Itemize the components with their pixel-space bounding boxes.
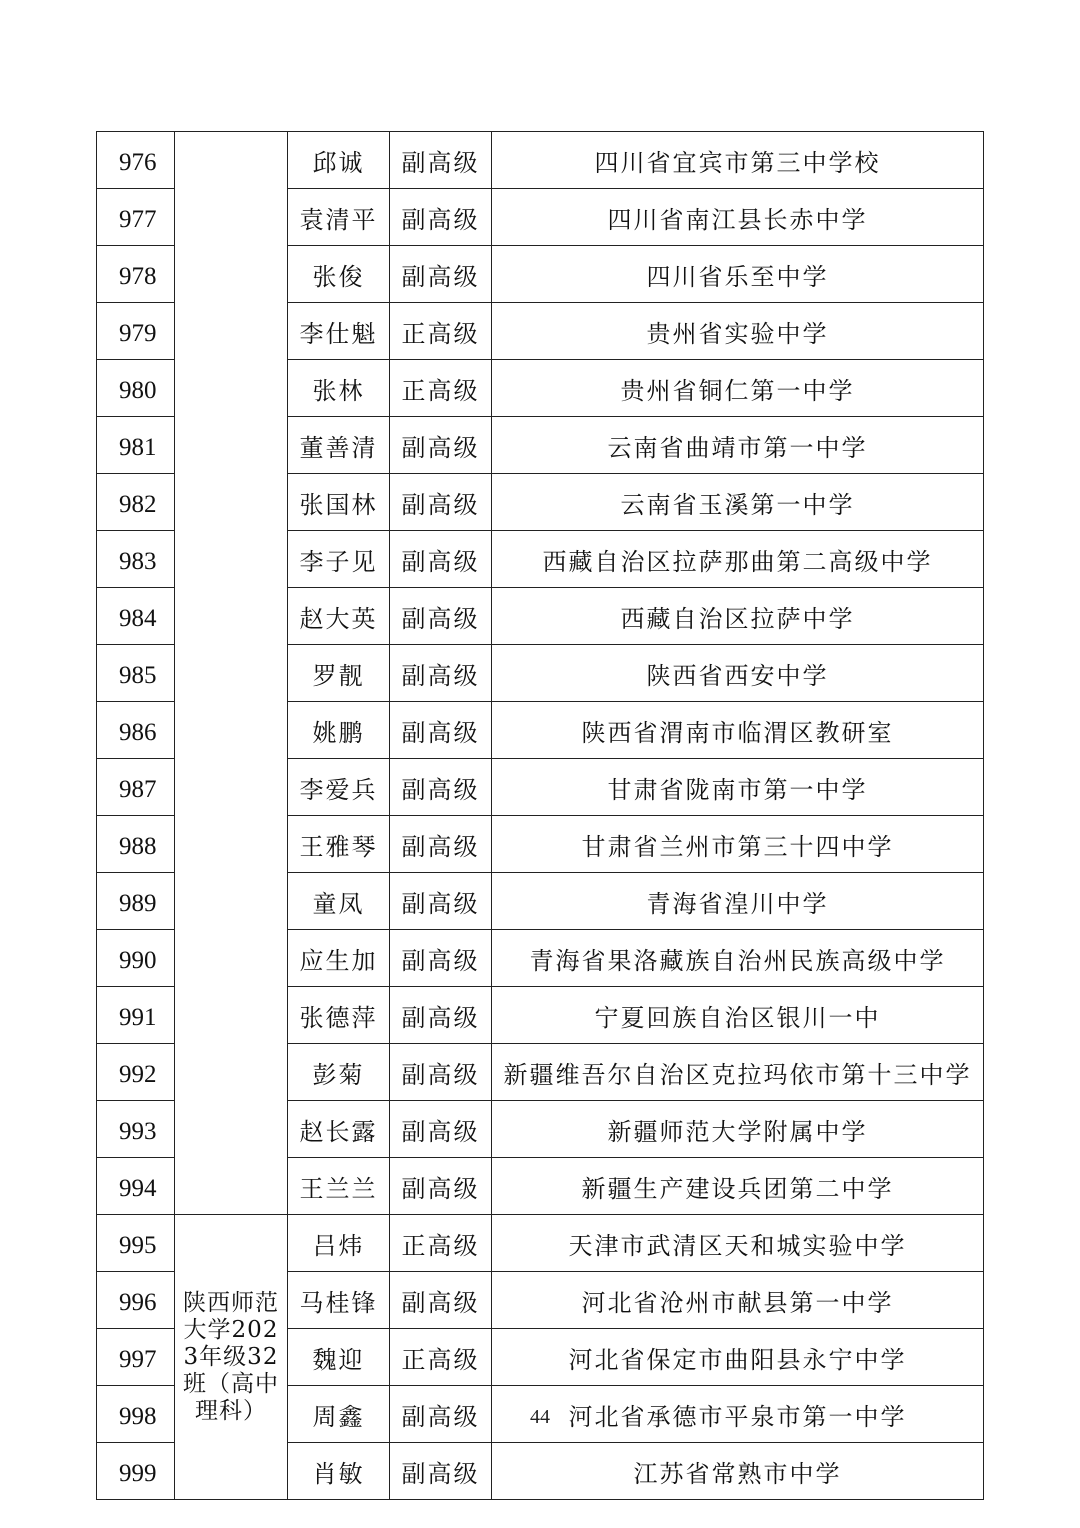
- class-group-label: 陕西师范大学2023年级32班（高中理科）: [183, 1289, 279, 1424]
- school-cell: 河北省保定市曲阳县永宁中学: [492, 1329, 984, 1386]
- roster-table: [96, 131, 984, 1500]
- school-cell: 河北省承德市平泉市第一中学: [492, 1386, 984, 1443]
- page-number: 44: [530, 1406, 550, 1428]
- name-cell: 周鑫: [288, 1386, 390, 1443]
- title-cell: 副高级: [390, 1386, 492, 1443]
- title-cell: 正高级: [390, 303, 492, 360]
- title-cell: 副高级: [390, 1101, 492, 1158]
- title-cell: 副高级: [390, 816, 492, 873]
- class-group-cell: [175, 1215, 288, 1500]
- school-cell: 宁夏回族自治区银川一中: [492, 987, 984, 1044]
- name-cell: 张国林: [288, 474, 390, 531]
- title-cell: 副高级: [390, 1443, 492, 1500]
- title-cell: 副高级: [390, 189, 492, 246]
- name-cell: 魏迎: [288, 1329, 390, 1386]
- serial-number-cell: 990: [97, 930, 175, 987]
- title-cell: 副高级: [390, 474, 492, 531]
- name-cell: 马桂锋: [288, 1272, 390, 1329]
- title-cell: 副高级: [390, 930, 492, 987]
- serial-number-cell: 979: [97, 303, 175, 360]
- serial-number-cell: 997: [97, 1329, 175, 1386]
- school-cell: 四川省南江县长赤中学: [492, 189, 984, 246]
- name-cell: 董善清: [288, 417, 390, 474]
- serial-number-cell: 980: [97, 360, 175, 417]
- serial-number-cell: 996: [97, 1272, 175, 1329]
- title-cell: 副高级: [390, 132, 492, 189]
- name-cell: 赵大英: [288, 588, 390, 645]
- title-cell: 正高级: [390, 360, 492, 417]
- name-cell: 应生加: [288, 930, 390, 987]
- school-cell: 云南省曲靖市第一中学: [492, 417, 984, 474]
- school-cell: 西藏自治区拉萨那曲第二高级中学: [492, 531, 984, 588]
- school-cell: 青海省果洛藏族自治州民族高级中学: [492, 930, 984, 987]
- title-cell: 副高级: [390, 645, 492, 702]
- name-cell: 姚鹏: [288, 702, 390, 759]
- school-cell: 西藏自治区拉萨中学: [492, 588, 984, 645]
- serial-number-cell: 986: [97, 702, 175, 759]
- name-cell: 王雅琴: [288, 816, 390, 873]
- title-cell: 副高级: [390, 588, 492, 645]
- name-cell: 童凤: [288, 873, 390, 930]
- serial-number-cell: 991: [97, 987, 175, 1044]
- name-cell: 袁清平: [288, 189, 390, 246]
- serial-number-cell: 981: [97, 417, 175, 474]
- roster-body: [97, 132, 984, 1500]
- serial-number-cell: 989: [97, 873, 175, 930]
- school-cell: 四川省乐至中学: [492, 246, 984, 303]
- title-cell: 副高级: [390, 759, 492, 816]
- name-cell: 张德萍: [288, 987, 390, 1044]
- school-cell: 青海省湟川中学: [492, 873, 984, 930]
- name-cell: 邱诚: [288, 132, 390, 189]
- school-cell: 甘肃省陇南市第一中学: [492, 759, 984, 816]
- title-cell: 正高级: [390, 1329, 492, 1386]
- school-cell: 贵州省铜仁第一中学: [492, 360, 984, 417]
- school-cell: 陕西省渭南市临渭区教研室: [492, 702, 984, 759]
- title-cell: 副高级: [390, 873, 492, 930]
- school-cell: 陕西省西安中学: [492, 645, 984, 702]
- title-cell: 副高级: [390, 1158, 492, 1215]
- serial-number-cell: 983: [97, 531, 175, 588]
- title-cell: 副高级: [390, 531, 492, 588]
- title-cell: 副高级: [390, 987, 492, 1044]
- serial-number-cell: 998: [97, 1386, 175, 1443]
- serial-number-cell: 994: [97, 1158, 175, 1215]
- table-row: [97, 1215, 984, 1272]
- school-cell: 云南省玉溪第一中学: [492, 474, 984, 531]
- table-row: [97, 132, 984, 189]
- title-cell: 副高级: [390, 702, 492, 759]
- name-cell: 张林: [288, 360, 390, 417]
- title-cell: 副高级: [390, 246, 492, 303]
- name-cell: 赵长露: [288, 1101, 390, 1158]
- school-cell: 天津市武清区天和城实验中学: [492, 1215, 984, 1272]
- name-cell: 李爱兵: [288, 759, 390, 816]
- serial-number-cell: 993: [97, 1101, 175, 1158]
- serial-number-cell: 999: [97, 1443, 175, 1500]
- serial-number-cell: 976: [97, 132, 175, 189]
- school-cell: 甘肃省兰州市第三十四中学: [492, 816, 984, 873]
- school-cell: 贵州省实验中学: [492, 303, 984, 360]
- name-cell: 罗靓: [288, 645, 390, 702]
- name-cell: 张俊: [288, 246, 390, 303]
- name-cell: 肖敏: [288, 1443, 390, 1500]
- serial-number-cell: 985: [97, 645, 175, 702]
- serial-number-cell: 992: [97, 1044, 175, 1101]
- serial-number-cell: 995: [97, 1215, 175, 1272]
- serial-number-cell: 978: [97, 246, 175, 303]
- name-cell: 彭菊: [288, 1044, 390, 1101]
- name-cell: 王兰兰: [288, 1158, 390, 1215]
- school-cell: 江苏省常熟市中学: [492, 1443, 984, 1500]
- school-cell: 河北省沧州市献县第一中学: [492, 1272, 984, 1329]
- class-group-cell: [175, 132, 288, 1215]
- title-cell: 正高级: [390, 1215, 492, 1272]
- serial-number-cell: 982: [97, 474, 175, 531]
- school-cell: 新疆师范大学附属中学: [492, 1101, 984, 1158]
- title-cell: 副高级: [390, 1044, 492, 1101]
- serial-number-cell: 987: [97, 759, 175, 816]
- title-cell: 副高级: [390, 417, 492, 474]
- name-cell: 吕炜: [288, 1215, 390, 1272]
- name-cell: 李子见: [288, 531, 390, 588]
- title-cell: 副高级: [390, 1272, 492, 1329]
- school-cell: 新疆生产建设兵团第二中学: [492, 1158, 984, 1215]
- school-cell: 新疆维吾尔自治区克拉玛依市第十三中学: [492, 1044, 984, 1101]
- serial-number-cell: 984: [97, 588, 175, 645]
- serial-number-cell: 977: [97, 189, 175, 246]
- name-cell: 李仕魁: [288, 303, 390, 360]
- serial-number-cell: 988: [97, 816, 175, 873]
- school-cell: 四川省宜宾市第三中学校: [492, 132, 984, 189]
